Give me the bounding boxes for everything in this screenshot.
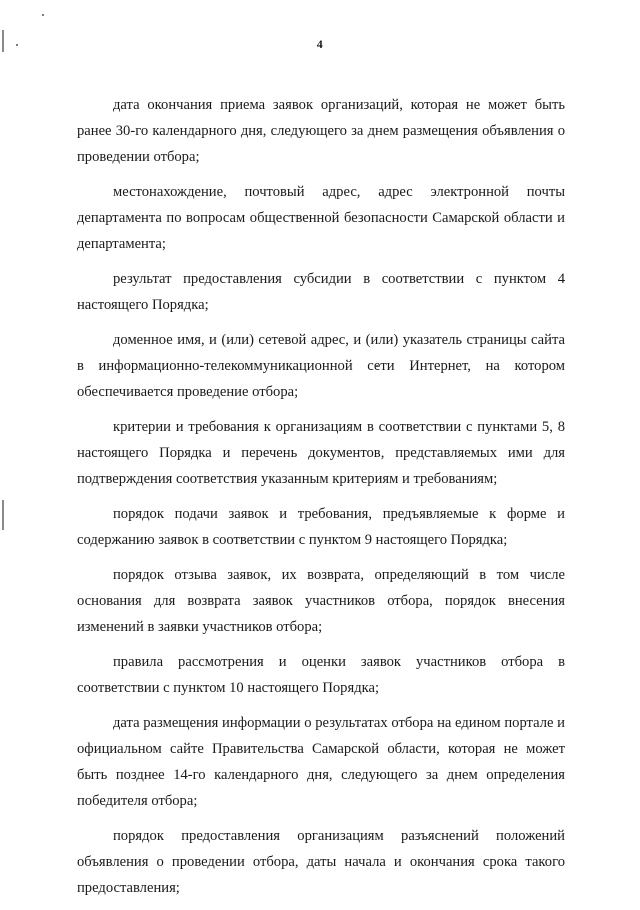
paragraph: порядок отзыва заявок, их возврата, определяющий в том числе основания для возврата заявок участников отбора, порядок внесения изменений в заявки участников отбора; [77,567,565,635]
paragraph: правила рассмотрения и оценки заявок участников отбора в соответствии с пунктом 10 настоящего Порядка; [77,654,565,696]
scan-speck [42,14,44,16]
paragraph: дата размещения информации о результатах отбора на едином портале и официальном сайте Правительства Самарской области, которая не может быть позднее 14-го календарного дня, следующего за днем определения победителя отбора; [77,715,565,809]
scan-artifact [2,500,4,530]
paragraph: порядок предоставления организациям разъяснений положений объявления о проведении отбора, даты начала и окончания срока такого предоставления; [77,828,565,896]
paragraph: критерии и требования к организациям в соответствии с пунктами 5, 8 настоящего Порядка и перечень документов, представляемых ими для подтверждения соответствия указанным критериям и требованиям; [77,419,565,487]
page-number: 4 [316,37,324,51]
paragraph: результат предоставления субсидии в соответствии с пунктом 4 настоящего Порядка; [77,271,565,313]
paragraph: местонахождение, почтовый адрес, адрес электронной почты департамента по вопросам общественной безопасности Самарской области и департамента; [77,184,565,252]
paragraph: дата окончания приема заявок организаций, которая не может быть ранее 30-го календарного дня, следующего за днем размещения объявления о проведении отбора; [77,97,565,165]
paragraph: доменное имя, и (или) сетевой адрес, и (или) указатель страницы сайта в информационно-телекоммуникационной сети Интернет, на котором обеспечивается проведение отбора; [77,332,565,400]
paragraph: порядок подачи заявок и требования, предъявляемые к форме и содержанию заявок в соответствии с пунктом 9 настоящего Порядка; [77,506,565,548]
document-body [77,92,565,910]
